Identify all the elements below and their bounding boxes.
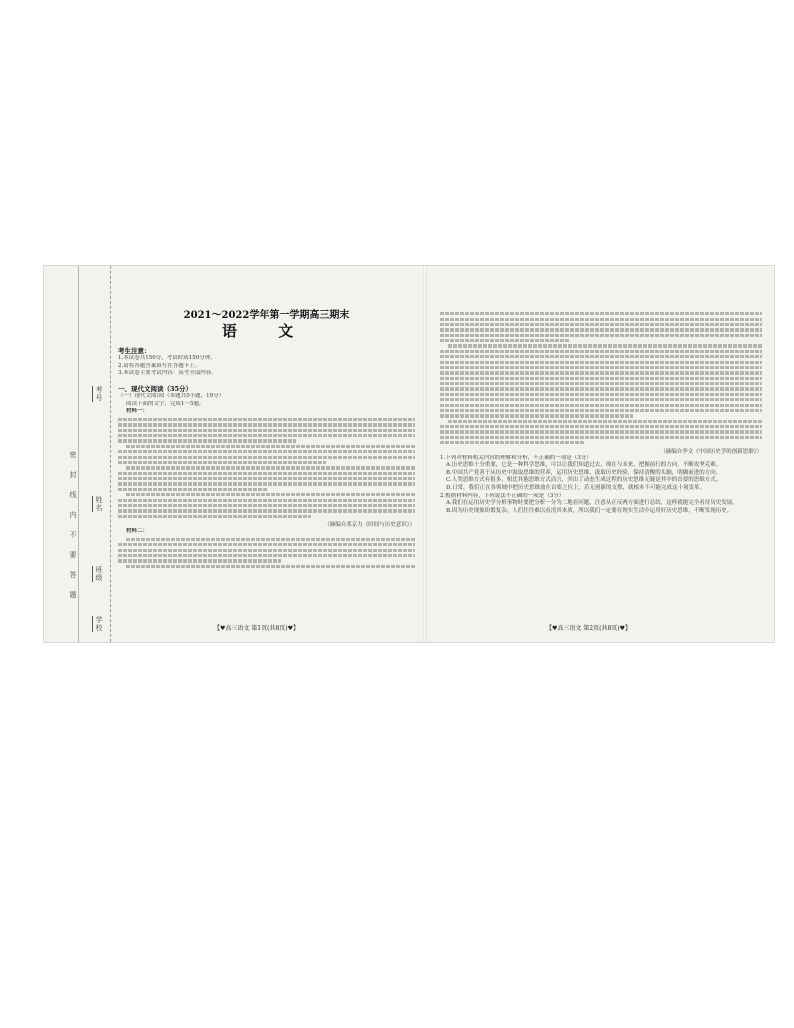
notes-item: 1.本试卷共150分，考试时间150分钟。 — [118, 355, 216, 361]
page-left — [114, 266, 419, 642]
notes-item: 3.本试卷主要考试内容：高考全部内容。 — [118, 370, 217, 377]
passage-continued — [440, 310, 762, 515]
material-one-label: 材料一： — [126, 408, 149, 415]
question-1-option: C.人类思维方式有很多，相比其他思维方式而言，突出了动态生成过程的历史思维无疑是其中的首要的思维方式。 — [446, 477, 722, 484]
footer-left: 【♥高三语文 第1页(共8页)♥】 — [214, 625, 299, 632]
seal-char: 题 — [69, 591, 77, 599]
seal-char: 要 — [69, 551, 77, 559]
binding-strip — [44, 266, 111, 642]
binding-line — [78, 266, 79, 642]
material-two-label: 材料二： — [126, 528, 149, 535]
exam-title: 2021～2022学年第一学期高三期末 — [183, 310, 350, 321]
notes-heading: 考生注意： — [118, 347, 151, 355]
source-1: （摘编自邓京力《时间与历史意识》） — [324, 522, 415, 529]
notes-block — [118, 346, 415, 378]
exam-subject: 语 文 — [221, 322, 312, 340]
question-2: 2.根据材料内容，下列说法不正确的一项是（3分） — [440, 492, 565, 499]
section1-block — [118, 384, 415, 570]
exam-sheet — [44, 266, 774, 642]
label-school: 学校 — [92, 616, 104, 632]
footer-right: 【♥高三语文 第2页(共8页)♥】 — [546, 625, 631, 632]
seal-char: 线 — [69, 491, 77, 499]
seal-char: 封 — [69, 471, 77, 479]
question-1: 1.下列对材料相关内容的理解和分析，不正确的一项是（3分） — [440, 454, 592, 461]
question-2-option: B.因为历史现象纷繁复杂，人们往往难以看清其本质，所以我们一定要在现实生活中运用好历史思维，不断发现历史。 — [446, 507, 733, 514]
section-sub: （一）现代文阅读Ⅰ（本题共5小题，19分） — [118, 393, 225, 399]
section-instr: 阅读下面的文字，完成1～5题。 — [126, 400, 205, 407]
question-1-option: B.中国共产党善于从历史中汲取思维的营养，运用历史思维，汲取历史经验，保持清醒的头脑，明确前进的方向。 — [446, 469, 722, 476]
label-name: 姓名 — [92, 496, 104, 512]
seal-char: 答 — [69, 571, 77, 579]
seal-char: 不 — [69, 531, 77, 539]
question-1-option: D.日常，我们正在各领域中把历史思维放在首要之位上，若无创新的支撑，就根本不可能完成这十项变革。 — [446, 484, 705, 491]
label-class: 班级 — [92, 566, 104, 582]
section-heading: 一、现代文阅读（35分） — [118, 385, 193, 393]
page-right — [436, 266, 766, 642]
page-spine — [423, 266, 427, 642]
seal-char: 内 — [69, 511, 77, 519]
notes-item: 2.请将各题答案填写在答题卡上。 — [118, 362, 201, 369]
label-exam-number: 考号 — [92, 386, 104, 402]
question-1-option: A.历史思维十分重要，它是一种科学思维，可以让我们知道过去、现在与未来，把握前行的方向，不断攻坚克难。 — [446, 462, 722, 469]
seal-char: 密 — [69, 451, 77, 459]
question-2-option: A.我们在运用历史学分析事物时要把分析一分为二地看问题，注意从正反两方面进行总结，这样就能完全看待历史发展。 — [446, 500, 738, 507]
source-2: （摘编自李文《中国历史学的创新思维》） — [660, 448, 762, 455]
